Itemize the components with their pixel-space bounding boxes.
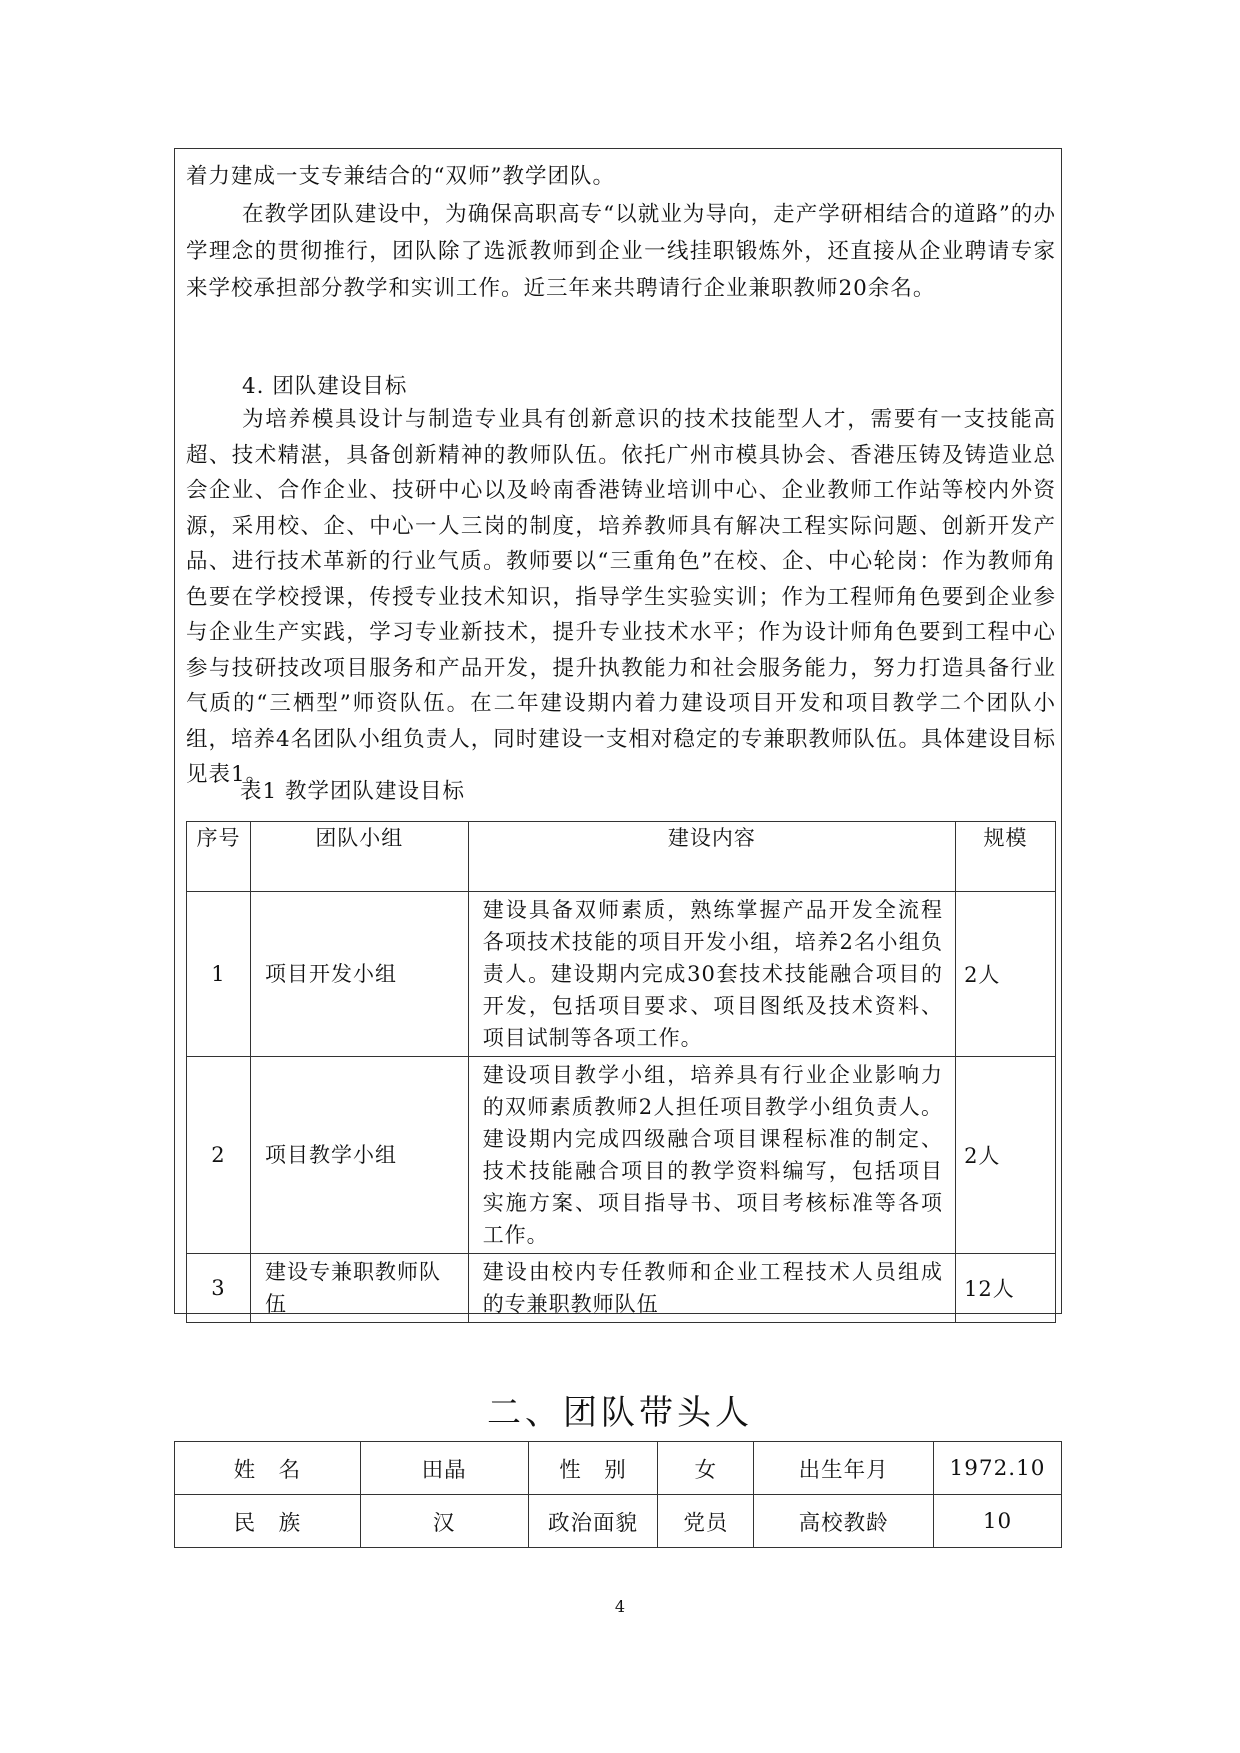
goals-table (186, 821, 1056, 1323)
row-scale: 2人 (956, 892, 1056, 1057)
name-value: 田晶 (360, 1442, 528, 1495)
header-content: 建设内容 (468, 822, 955, 892)
leader-info-table (174, 1441, 1062, 1548)
table-row (187, 1057, 1056, 1254)
political-value: 党员 (658, 1495, 754, 1548)
section-title: 二、团队带头人 (487, 1393, 753, 1433)
row-group: 建设专兼职教师队伍 (250, 1254, 468, 1323)
ethnic-value: 汉 (360, 1495, 528, 1548)
political-label: 政治面貌 (528, 1495, 658, 1548)
section-heading-4: 4. 团队建设目标 (242, 374, 408, 399)
row-content: 建设具备双师素质，熟练掌握产品开发全流程各项技术技能的项目开发小组，培养2名小组负责人。建设期内完成30套技术技能融合项目的开发，包括项目要求、项目图纸及技术资料、项目试制等各项工作。 (468, 892, 955, 1057)
table-caption: 表1 教学团队建设目标 (240, 779, 466, 804)
table-row (187, 892, 1056, 1057)
row-group: 项目开发小组 (250, 892, 468, 1057)
leader-row-2 (175, 1495, 1062, 1548)
row-content: 建设由校内专任教师和企业工程技术人员组成的专兼职教师队伍 (468, 1254, 955, 1323)
table-row (187, 1254, 1056, 1323)
row-group: 项目教学小组 (250, 1057, 468, 1254)
page-number: 4 (614, 1597, 626, 1616)
paragraph-2: 在教学团队建设中，为确保高职高专“以就业为导向，走产学研相结合的道路”的办学理念的贯彻推行，团队除了选派教师到企业一线挂职锻炼外，还直接从企业聘请专家来学校承担部分教学和实训工作。近三年来共聘请行企业兼职教师20余名。 (186, 202, 1056, 301)
gender-label: 性 别 (528, 1442, 658, 1495)
paragraph-1: 着力建成一支专兼结合的“双师”教学团队。 (186, 164, 615, 189)
birth-label: 出生年月 (754, 1442, 934, 1495)
row-seq: 2 (187, 1057, 251, 1254)
ethnic-label: 民 族 (175, 1495, 361, 1548)
row-scale: 12人 (956, 1254, 1056, 1323)
teaching-age-label: 高校教龄 (754, 1495, 934, 1548)
table-header-row (187, 822, 1056, 892)
header-scale: 规模 (956, 822, 1056, 892)
teaching-age-value: 10 (934, 1495, 1062, 1548)
header-seq: 序号 (187, 822, 251, 892)
row-seq: 3 (187, 1254, 251, 1323)
name-label: 姓 名 (175, 1442, 361, 1495)
row-content: 建设项目教学小组，培养具有行业企业影响力的双师素质教师2人担任项目教学小组负责人。建设期内完成四级融合项目课程标准的制定、技术技能融合项目的教学资料编写，包括项目实施方案、项目指导书、项目考核标准等各项工作。 (468, 1057, 955, 1254)
paragraph-3: 为培养模具设计与制造专业具有创新意识的技术技能型人才，需要有一支技能高超、技术精湛，具备创新精神的教师队伍。依托广州市模具协会、香港压铸及铸造业总会企业、合作企业、技研中心以及岭南香港铸业培训中心、企业教师工作站等校内外资源，采用校、企、中心一人三岗的制度，培养教师具有解决工程实际问题、创新开发产品、进行技术革新的行业气质。教师要以“三重角色”在校、企、中心轮岗：作为教师角色要在学校授课，传授专业技术知识，指导学生实验实训；作为工程师角色要到企业参与企业生产实践，学习专业新技术，提升专业技术水平；作为设计师角色要到工程中心参与技研技改项目服务和产品开发，提升执教能力和社会服务能力，努力打造具备行业气质的“三栖型”师资队伍。在二年建设期内着力建设项目开发和项目教学二个团队小组，培养4名团队小组负责人，同时建设一支相对稳定的专兼职教师队伍。具体建设目标见表1。 (186, 407, 1056, 787)
header-group: 团队小组 (250, 822, 468, 892)
birth-value: 1972.10 (934, 1442, 1062, 1495)
row-scale: 2人 (956, 1057, 1056, 1254)
gender-value: 女 (658, 1442, 754, 1495)
row-seq: 1 (187, 892, 251, 1057)
leader-row-1 (175, 1442, 1062, 1495)
